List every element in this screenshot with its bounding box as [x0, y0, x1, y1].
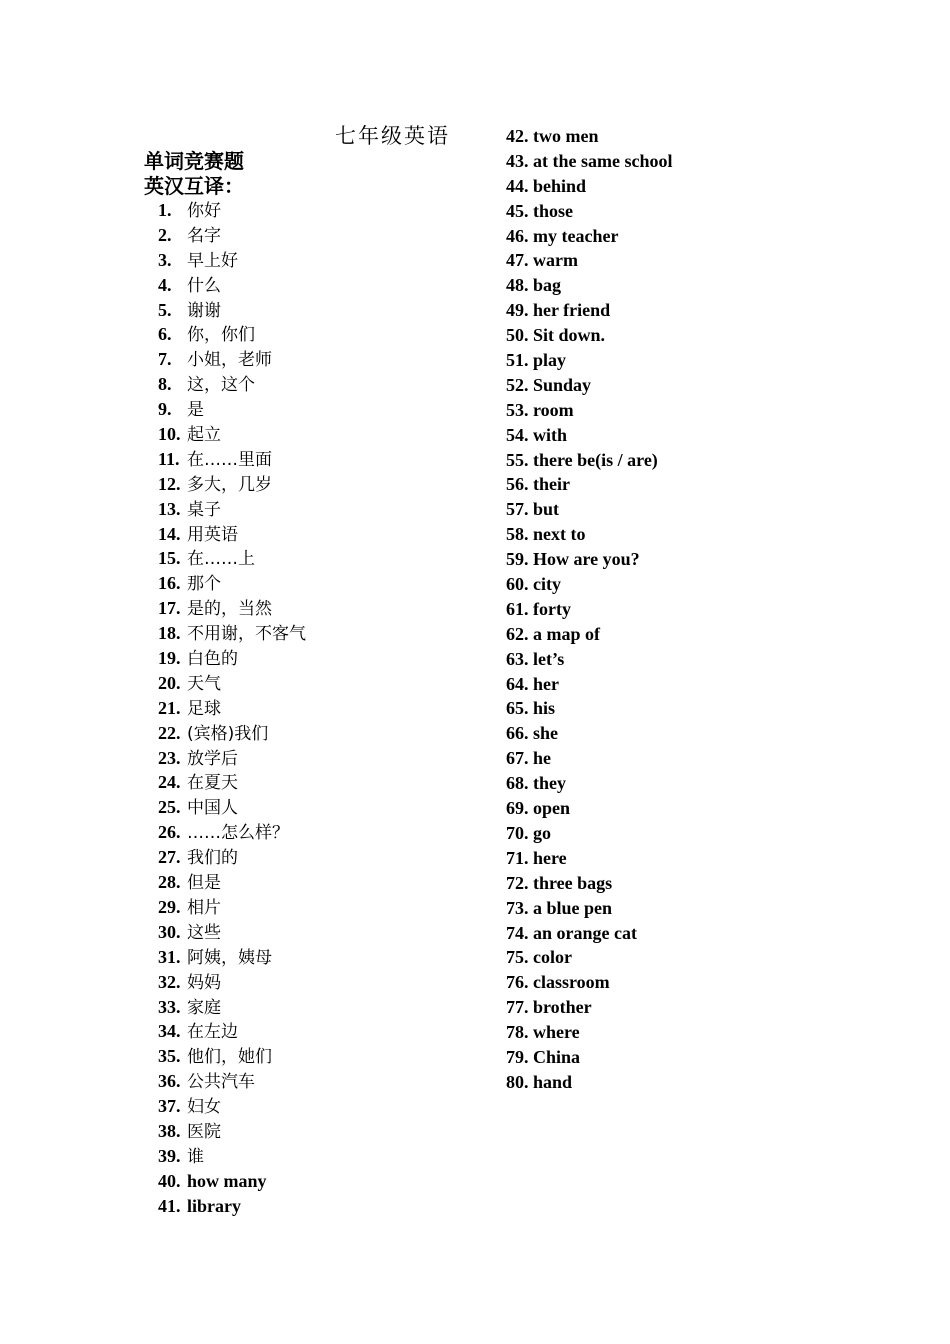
- item-text: 谁: [187, 1146, 204, 1167]
- item-text: hand: [533, 1071, 573, 1092]
- list-item: [158, 546, 306, 571]
- item-text: 那个: [187, 574, 221, 595]
- list-item: [506, 199, 672, 224]
- item-text: 你，你们: [187, 325, 255, 346]
- item-text: next to: [533, 524, 586, 545]
- item-text: 是: [187, 400, 204, 421]
- item-number: 80.: [506, 1071, 529, 1092]
- item-number: 14.: [158, 523, 181, 544]
- item-number: 41.: [158, 1195, 181, 1216]
- list-item: [506, 945, 672, 970]
- item-number: 46.: [506, 225, 529, 246]
- item-text: 你好: [187, 201, 221, 221]
- list-item: [506, 149, 672, 174]
- list-item: [506, 1020, 672, 1045]
- list-item: [506, 248, 672, 273]
- list-item: [506, 672, 672, 697]
- list-item: [158, 298, 306, 323]
- item-text: 这，这个: [187, 375, 255, 396]
- item-text: he: [533, 748, 551, 769]
- item-number: 66.: [506, 723, 529, 744]
- list-item: [506, 746, 672, 771]
- item-number: 12.: [158, 473, 181, 494]
- list-item: [158, 895, 306, 920]
- list-item: [158, 347, 306, 372]
- item-text: where: [533, 1022, 580, 1043]
- item-text: they: [533, 773, 566, 794]
- item-number: 67.: [506, 748, 529, 769]
- item-number: 27.: [158, 847, 181, 868]
- item-number: 58.: [506, 524, 529, 545]
- item-number: 44.: [506, 175, 529, 196]
- item-text: her: [533, 673, 559, 694]
- item-text: an orange cat: [533, 922, 637, 943]
- list-item: [158, 596, 306, 621]
- item-number: 8.: [158, 374, 172, 395]
- item-text: their: [533, 474, 570, 495]
- item-number: 61.: [506, 598, 529, 619]
- item-text: how many: [187, 1170, 267, 1191]
- list-item: [506, 970, 672, 995]
- list-item: [158, 995, 306, 1020]
- item-number: 70.: [506, 822, 529, 843]
- item-number: 34.: [158, 1021, 181, 1042]
- item-text: forty: [533, 598, 571, 619]
- list-item: [158, 820, 306, 845]
- list-item: [506, 174, 672, 199]
- item-text: color: [533, 947, 572, 968]
- list-item: [506, 323, 672, 348]
- item-text: here: [533, 847, 567, 868]
- item-text: 什么: [187, 275, 221, 296]
- item-number: 21.: [158, 697, 181, 718]
- item-number: 74.: [506, 922, 529, 943]
- item-text: her friend: [533, 300, 611, 321]
- item-number: 18.: [158, 623, 181, 644]
- item-number: 39.: [158, 1145, 181, 1166]
- item-number: 52.: [506, 374, 529, 395]
- item-text: three bags: [533, 872, 613, 893]
- item-number: 73.: [506, 897, 529, 918]
- item-number: 76.: [506, 972, 529, 993]
- list-item: [158, 198, 306, 223]
- item-text: behind: [533, 175, 587, 196]
- item-text: 天气: [187, 673, 221, 694]
- item-text: China: [533, 1046, 581, 1067]
- list-item: [158, 795, 306, 820]
- item-number: 75.: [506, 947, 529, 968]
- item-text: 阿姨，姨母: [187, 947, 272, 968]
- item-text: 名字: [187, 225, 221, 246]
- list-item: [158, 721, 306, 746]
- list-item: [158, 1169, 306, 1194]
- item-number: 53.: [506, 399, 529, 420]
- item-number: 36.: [158, 1071, 181, 1092]
- list-item: [506, 846, 672, 871]
- item-text: How are you?: [533, 549, 640, 570]
- item-text: at the same school: [533, 150, 673, 171]
- list-item: [158, 1069, 306, 1094]
- item-number: 78.: [506, 1022, 529, 1043]
- list-item: [158, 472, 306, 497]
- item-number: 9.: [158, 399, 172, 420]
- list-item: [158, 397, 306, 422]
- list-item: [158, 1194, 306, 1219]
- list-item: [158, 422, 306, 447]
- item-number: 10.: [158, 424, 181, 445]
- item-number: 57.: [506, 499, 529, 520]
- item-number: 25.: [158, 797, 181, 818]
- item-number: 65.: [506, 698, 529, 719]
- item-text: 在左边: [187, 1022, 238, 1043]
- item-number: 38.: [158, 1120, 181, 1141]
- item-text: room: [533, 399, 574, 420]
- item-number: 79.: [506, 1046, 529, 1067]
- list-item: [506, 622, 672, 647]
- item-number: 33.: [158, 996, 181, 1017]
- item-text: 中国人: [187, 798, 238, 819]
- item-text: his: [533, 698, 556, 719]
- item-text: 足球: [187, 698, 221, 719]
- item-text: Sit down.: [533, 325, 606, 346]
- list-item: [158, 1019, 306, 1044]
- list-item: [158, 1119, 306, 1144]
- list-item: [506, 448, 672, 473]
- item-text: 是的，当然: [187, 599, 272, 620]
- item-text: Sunday: [533, 374, 592, 395]
- item-number: 47.: [506, 250, 529, 271]
- item-number: 23.: [158, 747, 181, 768]
- list-item: [506, 497, 672, 522]
- list-item: [506, 423, 672, 448]
- item-number: 48.: [506, 275, 529, 296]
- item-number: 15.: [158, 548, 181, 569]
- list-item: [506, 124, 672, 149]
- item-text: 这些: [187, 922, 221, 943]
- list-item: [158, 1144, 306, 1169]
- item-number: 45.: [506, 200, 529, 221]
- item-number: 20.: [158, 672, 181, 693]
- item-text: my teacher: [533, 225, 619, 246]
- item-text: 早上好: [187, 250, 238, 271]
- list-item: [506, 572, 672, 597]
- item-text: there be(is / are): [533, 449, 658, 470]
- item-text: (宾格)我们: [187, 723, 269, 744]
- item-number: 64.: [506, 673, 529, 694]
- list-item: [158, 522, 306, 547]
- item-text: 起立: [187, 425, 221, 446]
- item-number: 30.: [158, 921, 181, 942]
- list-item: [158, 646, 306, 671]
- list-item: [158, 920, 306, 945]
- item-number: 7.: [158, 349, 172, 370]
- item-number: 16.: [158, 573, 181, 594]
- list-item: [506, 821, 672, 846]
- item-number: 40.: [158, 1170, 181, 1191]
- list-item: [506, 273, 672, 298]
- item-number: 28.: [158, 872, 181, 893]
- item-number: 56.: [506, 474, 529, 495]
- item-text: two men: [533, 126, 599, 146]
- list-item: [506, 298, 672, 323]
- list-item: [158, 273, 306, 298]
- item-text: 家庭: [187, 997, 221, 1018]
- list-item: [506, 348, 672, 373]
- list-item: [158, 248, 306, 273]
- item-text: 他们，她们: [187, 1047, 272, 1068]
- list-item: [506, 373, 672, 398]
- item-number: 69.: [506, 798, 529, 819]
- item-text: but: [533, 499, 560, 520]
- item-text: 谢谢: [187, 300, 221, 321]
- item-text: with: [533, 424, 568, 445]
- item-text: 小姐，老师: [187, 350, 272, 371]
- item-text: 我们的: [187, 848, 238, 869]
- item-number: 6.: [158, 324, 172, 345]
- item-number: 77.: [506, 997, 529, 1018]
- item-text: a blue pen: [533, 897, 613, 918]
- list-item: [158, 322, 306, 347]
- item-text: 但是: [187, 873, 221, 894]
- item-text: go: [533, 822, 551, 843]
- item-number: 22.: [158, 722, 181, 743]
- list-item: [158, 696, 306, 721]
- item-text: 公共汽车: [187, 1072, 255, 1093]
- list-item: [506, 771, 672, 796]
- list-item: [158, 845, 306, 870]
- item-text: open: [533, 798, 571, 819]
- list-item: [158, 870, 306, 895]
- item-number: 2.: [158, 224, 172, 245]
- list-item: [506, 647, 672, 672]
- item-text: she: [533, 723, 559, 744]
- item-text: 不用谢，不客气: [187, 624, 306, 645]
- item-text: let’s: [533, 648, 565, 669]
- list-item: [506, 896, 672, 921]
- list-item: [158, 746, 306, 771]
- section-heading: 英汉互译：: [144, 174, 244, 198]
- list-item: [506, 696, 672, 721]
- list-item: [158, 497, 306, 522]
- item-number: 55.: [506, 449, 529, 470]
- item-number: 72.: [506, 872, 529, 893]
- list-item: [158, 945, 306, 970]
- item-number: 63.: [506, 648, 529, 669]
- item-text: library: [187, 1195, 241, 1216]
- list-item: [158, 1094, 306, 1119]
- list-item: [506, 398, 672, 423]
- list-item: [158, 1044, 306, 1069]
- item-number: 29.: [158, 896, 181, 917]
- item-number: 32.: [158, 971, 181, 992]
- item-text: classroom: [533, 972, 610, 993]
- item-number: 62.: [506, 623, 529, 644]
- item-number: 42.: [506, 126, 529, 146]
- quiz-subtitle: 单词竞赛题: [144, 149, 244, 173]
- list-item: [158, 223, 306, 248]
- item-text: 在夏天: [187, 773, 238, 794]
- list-item: [158, 671, 306, 696]
- list-item: [506, 472, 672, 497]
- item-text: those: [533, 200, 573, 221]
- item-text: 白色的: [187, 649, 238, 670]
- item-number: 37.: [158, 1096, 181, 1117]
- list-item: [506, 796, 672, 821]
- item-number: 35.: [158, 1046, 181, 1067]
- item-text: play: [533, 350, 567, 371]
- item-number: 19.: [158, 648, 181, 669]
- item-text: brother: [533, 997, 592, 1018]
- item-text: 多大，几岁: [187, 474, 272, 495]
- item-number: 1.: [158, 200, 172, 220]
- item-text: 妇女: [187, 1097, 221, 1118]
- item-number: 49.: [506, 300, 529, 321]
- item-number: 54.: [506, 424, 529, 445]
- list-item: [506, 1045, 672, 1070]
- item-text: ……怎么样？: [187, 823, 289, 844]
- document-title: 七年级英语: [335, 124, 450, 148]
- list-item: [158, 621, 306, 646]
- item-text: 相片: [187, 897, 221, 918]
- item-number: 13.: [158, 498, 181, 519]
- list-item: [506, 522, 672, 547]
- item-number: 68.: [506, 773, 529, 794]
- item-text: city: [533, 574, 561, 595]
- list-item: [506, 224, 672, 249]
- item-text: bag: [533, 275, 562, 296]
- list-item: [158, 571, 306, 596]
- item-number: 5.: [158, 299, 172, 320]
- item-text: a map of: [533, 623, 600, 644]
- item-number: 4.: [158, 274, 172, 295]
- item-number: 43.: [506, 150, 529, 171]
- list-item: [506, 547, 672, 572]
- item-text: warm: [533, 250, 578, 271]
- item-number: 26.: [158, 822, 181, 843]
- item-text: 桌子: [187, 499, 221, 520]
- list-item: [506, 921, 672, 946]
- item-number: 59.: [506, 549, 529, 570]
- item-text: 妈妈: [187, 972, 221, 993]
- item-number: 71.: [506, 847, 529, 868]
- item-text: 在……上: [187, 549, 255, 570]
- item-number: 60.: [506, 574, 529, 595]
- item-number: 24.: [158, 772, 181, 793]
- right-word-list: [506, 124, 672, 1095]
- list-item: [506, 721, 672, 746]
- left-word-list: [158, 198, 306, 1219]
- item-text: 在……里面: [187, 449, 272, 470]
- item-text: 医院: [187, 1121, 221, 1142]
- list-item: [158, 770, 306, 795]
- item-number: 31.: [158, 946, 181, 967]
- list-item: [506, 597, 672, 622]
- list-item: [158, 372, 306, 397]
- item-text: 放学后: [187, 748, 238, 769]
- list-item: [158, 970, 306, 995]
- list-item: [506, 1070, 672, 1095]
- item-number: 50.: [506, 325, 529, 346]
- list-item: [506, 995, 672, 1020]
- item-number: 11.: [158, 448, 180, 469]
- item-number: 51.: [506, 350, 529, 371]
- list-item: [158, 447, 306, 472]
- item-text: 用英语: [187, 524, 238, 545]
- list-item: [506, 871, 672, 896]
- item-number: 3.: [158, 249, 172, 270]
- item-number: 17.: [158, 598, 181, 619]
